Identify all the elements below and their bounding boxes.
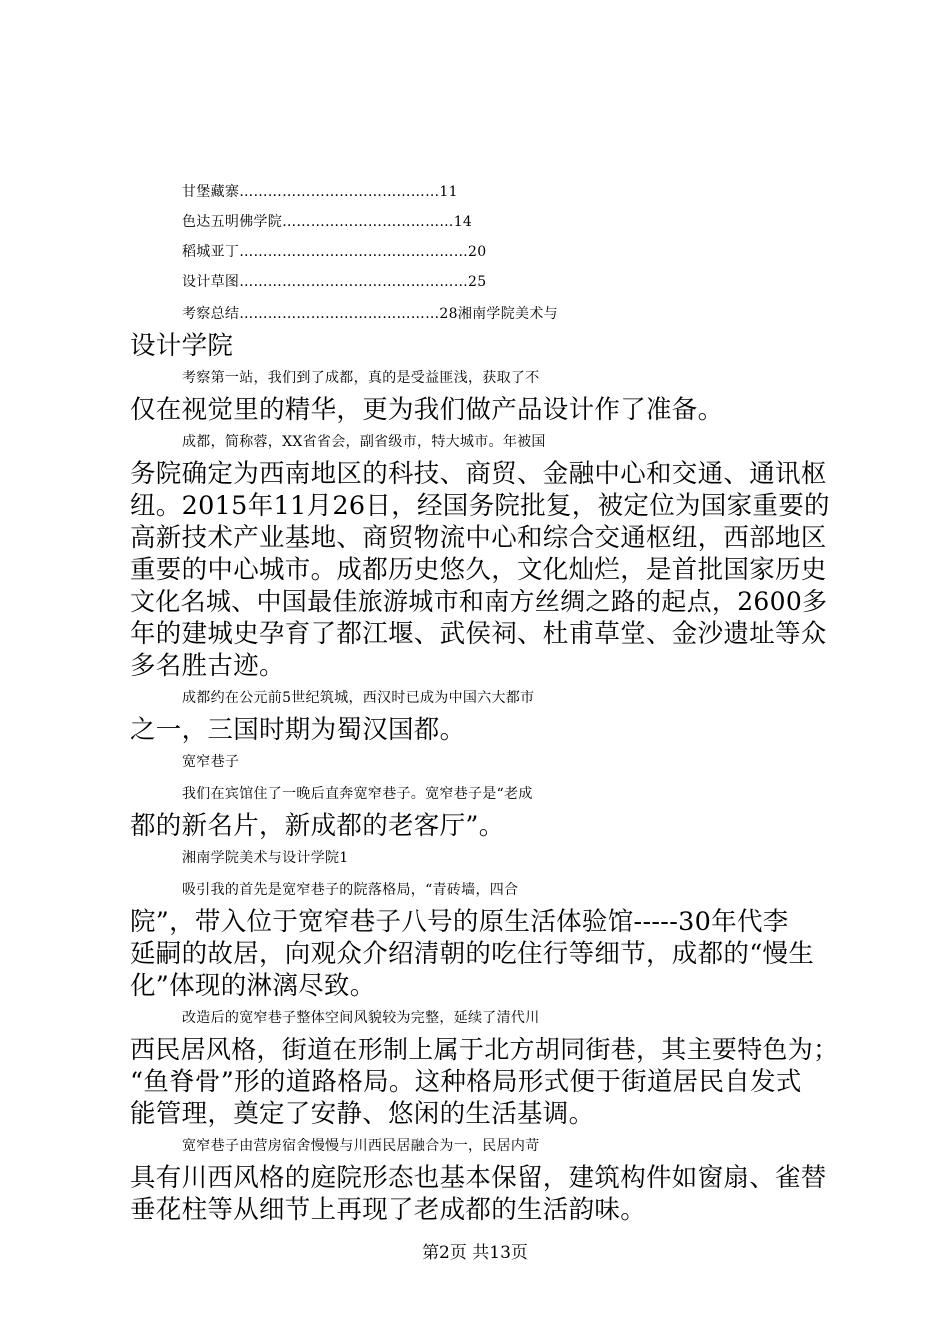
text-line: 具有川西风格的庭院形态也基本保留，建筑构件如窗扇、雀替 <box>130 1163 827 1193</box>
text-line: 化”体现的淋漓尽致。 <box>130 971 376 1001</box>
toc-entry: 考察总结……………………………………28湘南学院美术与 <box>182 306 558 322</box>
page-footer: 第2页 共13页 <box>422 1243 528 1263</box>
text-line: 之一，三国时期为蜀汉国都。 <box>130 715 466 745</box>
text-line: 务院确定为西南地区的科技、商贸、金融中心和交通、通讯枢 <box>130 459 827 489</box>
toc-entry: 甘堡藏寨……………………………………11 <box>182 184 458 200</box>
paragraph-line: 成都约在公元前5世纪筑城，西汉时已成为中国六大都市 <box>182 690 535 706</box>
text-line: “鱼脊骨”形的道路格局。这种格局形式便于街道居民自发式 <box>130 1067 802 1097</box>
paragraph-line: 考察第一站，我们到了成都，真的是受益匪浅，获取了不 <box>182 370 540 386</box>
paragraph-line: 吸引我的首先是宽窄巷子的院落格局，“青砖墙，四合 <box>182 882 519 898</box>
text-line: 年的建城史孕育了都江堰、武侯祠、杜甫草堂、金沙遗址等众 <box>130 619 827 649</box>
text-line: 垂花柱等从细节上再现了老成都的生活韵味。 <box>130 1195 647 1225</box>
paragraph-line: 成都，简称蓉，XX省省会，副省级市，特大城市。年被国 <box>182 434 546 450</box>
paragraph-line: 改造后的宽窄巷子整体空间风貌较为完整，延续了清代川 <box>182 1010 540 1026</box>
paragraph-line: 我们在宾馆住了一晚后直奔宽窄巷子。宽窄巷子是“老成 <box>182 786 533 802</box>
text-line: 设计学院 <box>130 331 234 361</box>
text-line: 多名胜古迹。 <box>130 651 285 681</box>
toc-entry: 设计草图…………………………………………25 <box>182 274 487 290</box>
text-line: 能管理，奠定了安静、悠闲的生活基调。 <box>130 1099 595 1129</box>
paragraph-line: 宽窄巷子由营房宿舍慢慢与川西民居融合为一，民居内苛 <box>182 1138 540 1154</box>
text-line: 文化名城、中国最佳旅游城市和南方丝绸之路的起点，2600多 <box>130 587 828 616</box>
section-heading: 宽窄巷子 <box>182 754 240 770</box>
header-note: 湘南学院美术与设计学院1 <box>182 850 349 866</box>
text-line: 院”，带入位于宽窄巷子八号的原生活体验馆-----30年代李 <box>130 907 789 937</box>
text-line: 西民居风格，街道在形制上属于北方胡同街巷，其主要特色为； <box>130 1035 839 1064</box>
toc-entry: 色达五明佛学院………………………………14 <box>182 214 473 230</box>
toc-entry: 稻城亚丁…………………………………………20 <box>182 244 487 260</box>
text-line: 延嗣的故居，向观众介绍清朝的吃住行等细节，成都的“慢生 <box>130 939 815 969</box>
text-line: 都的新名片，新成都的老客厅”。 <box>130 811 505 841</box>
text-line: 高新技术产业基地、商贸物流中心和综合交通枢纽，西部地区 <box>130 523 827 553</box>
text-line: 仅在视觉里的精华，更为我们做产品设计作了准备。 <box>130 395 724 425</box>
text-line: 重要的中心城市。成都历史悠久，文化灿烂，是首批国家历史 <box>130 555 827 585</box>
text-line: 纽。2015年11月26日，经国务院批复，被定位为国家重要的 <box>130 491 830 521</box>
